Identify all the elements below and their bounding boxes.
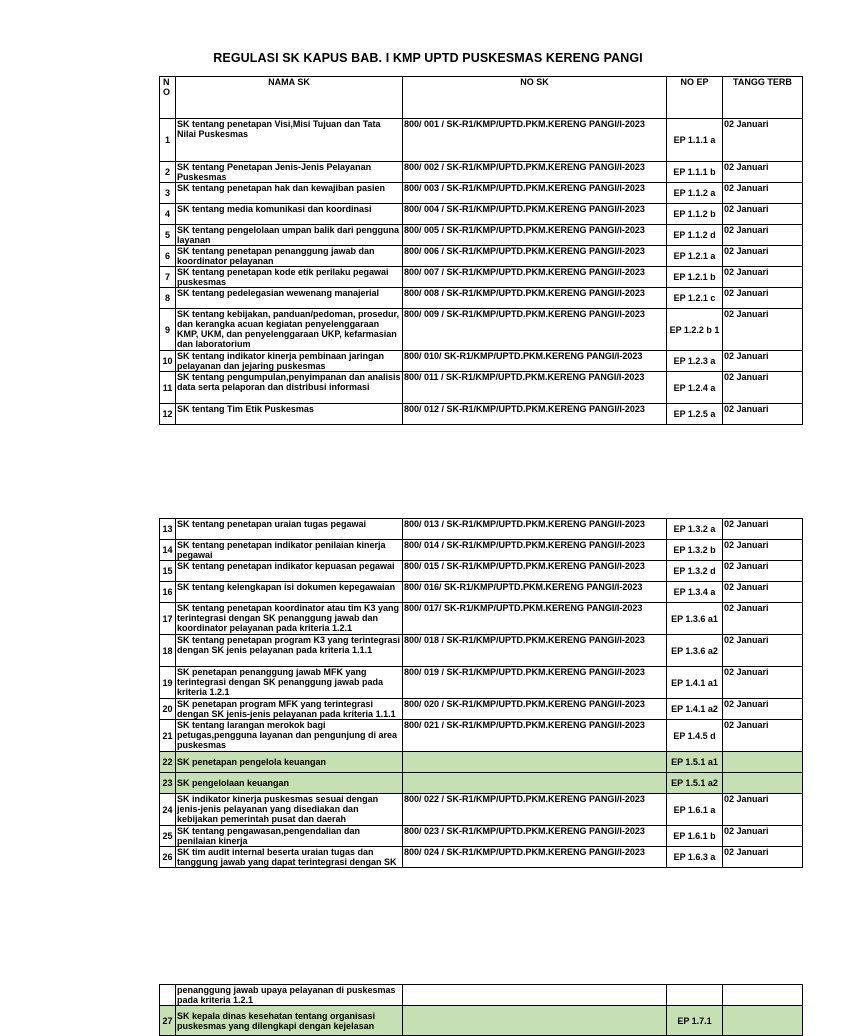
row-number: 24 [160, 794, 176, 826]
sk-number: 800/ 018 / SK-R1/KMP/UPTD.PKM.KERENG PANGI/I-2023 [403, 635, 667, 667]
table-row [160, 582, 803, 603]
header-nama-sk: NAMA SK [176, 77, 403, 119]
sk-number [403, 985, 667, 1006]
ep-number: EP 1.5.1 a1 [667, 752, 723, 773]
issue-date: 02 Januari [723, 183, 803, 204]
sk-name: SK tentang penetapan indikator kepuasan pegawai [176, 561, 403, 582]
row-number: 21 [160, 720, 176, 752]
issue-date: 02 Januari [723, 351, 803, 372]
issue-date: 02 Januari [723, 225, 803, 246]
ep-number: EP 1.1.2 d [667, 225, 723, 246]
table-row [160, 826, 803, 847]
issue-date: 02 Januari [723, 372, 803, 404]
row-number: 8 [160, 288, 176, 309]
ep-number: EP 1.2.2 b 1 [667, 309, 723, 351]
issue-date: 02 Januari [723, 267, 803, 288]
ep-number: EP 1.4.1 a2 [667, 699, 723, 720]
sk-name: SK tentang kelengkapan isi dokumen kepegawaian [176, 582, 403, 603]
row-number: 12 [160, 404, 176, 425]
row-number: 23 [160, 773, 176, 794]
issue-date: 02 Januari [723, 404, 803, 425]
ep-number: EP 1.5.1 a2 [667, 773, 723, 794]
table-row [160, 847, 803, 868]
sk-table-page-2 [159, 518, 803, 868]
sk-number: 800/ 005 / SK-R1/KMP/UPTD.PKM.KERENG PANGI/I-2023 [403, 225, 667, 246]
issue-date: 02 Januari [723, 635, 803, 667]
sk-name: SK penetapan pengelola keuangan [176, 752, 403, 773]
table-header-row [160, 77, 803, 119]
sk-number: 800/ 006 / SK-R1/KMP/UPTD.PKM.KERENG PANGI/I-2023 [403, 246, 667, 267]
sk-name: SK tentang pedelegasian wewenang manajerial [176, 288, 403, 309]
row-number: 18 [160, 635, 176, 667]
sk-number: 800/ 004 / SK-R1/KMP/UPTD.PKM.KERENG PANGI/I-2023 [403, 204, 667, 225]
row-number: 13 [160, 519, 176, 540]
row-number: 19 [160, 667, 176, 699]
ep-number: EP 1.3.2 a [667, 519, 723, 540]
issue-date: 02 Januari [723, 204, 803, 225]
issue-date: 02 Januari [723, 519, 803, 540]
table-row [160, 204, 803, 225]
table-row [160, 540, 803, 561]
ep-number: EP 1.1.2 a [667, 183, 723, 204]
table-row [160, 288, 803, 309]
issue-date: 02 Januari [723, 603, 803, 635]
issue-date: 02 Januari [723, 699, 803, 720]
table-row [160, 752, 803, 773]
sk-name: SK tentang penetapan kode etik perilaku pegawai puskesmas [176, 267, 403, 288]
ep-number: EP 1.2.5 a [667, 404, 723, 425]
ep-number: EP 1.4.1 a1 [667, 667, 723, 699]
ep-number: EP 1.2.4 a [667, 372, 723, 404]
ep-number: EP 1.2.1 c [667, 288, 723, 309]
issue-date: 02 Januari [723, 119, 803, 162]
sk-name: SK kepala dinas kesehatan tentang organisasi puskesmas yang dilengkapi dengan kejelasan [176, 1006, 403, 1036]
issue-date: 02 Januari [723, 720, 803, 752]
row-number: 25 [160, 826, 176, 847]
table-row [160, 183, 803, 204]
row-number: 16 [160, 582, 176, 603]
row-number: 9 [160, 309, 176, 351]
table-row [160, 162, 803, 183]
sk-number [403, 752, 667, 773]
sk-name: SK tentang larangan merokok bagi petugas,pengguna layanan dan pengunjung di area puskesmas [176, 720, 403, 752]
issue-date: 02 Januari [723, 826, 803, 847]
document-title: REGULASI SK KAPUS BAB. I KMP UPTD PUSKESMAS KERENG PANGI [213, 51, 643, 65]
sk-number: 800/ 010/ SK-R1/KMP/UPTD.PKM.KERENG PANGI/I-2023 [403, 351, 667, 372]
ep-number: EP 1.2.1 a [667, 246, 723, 267]
sk-number: 800/ 007 / SK-R1/KMP/UPTD.PKM.KERENG PANGI/I-2023 [403, 267, 667, 288]
row-number: 4 [160, 204, 176, 225]
table-row [160, 1006, 803, 1036]
table-row [160, 773, 803, 794]
ep-number: EP 1.1.1 a [667, 119, 723, 162]
table-row [160, 372, 803, 404]
sk-name: SK indikator kinerja puskesmas sesuai dengan jenis-jenis pelayanan yang disediakan dan kebijakan pemerintah pusat dan daerah [176, 794, 403, 826]
row-number: 15 [160, 561, 176, 582]
sk-number: 800/ 002 / SK-R1/KMP/UPTD.PKM.KERENG PANGI/I-2023 [403, 162, 667, 183]
sk-number: 800/ 024 / SK-R1/KMP/UPTD.PKM.KERENG PANGI/I-2023 [403, 847, 667, 868]
ep-number: EP 1.2.3 a [667, 351, 723, 372]
row-number: 20 [160, 699, 176, 720]
sk-name: SK tentang indikator kinerja pembinaan jaringan pelayanan dan jejaring puskesmas [176, 351, 403, 372]
sk-number: 800/ 023 / SK-R1/KMP/UPTD.PKM.KERENG PANGI/I-2023 [403, 826, 667, 847]
row-number: 26 [160, 847, 176, 868]
row-number: 3 [160, 183, 176, 204]
sk-name: SK tentang Penetapan Jenis-Jenis Pelayanan Puskesmas [176, 162, 403, 183]
sk-name: SK tentang penetapan indikator penilaian kinerja pegawai [176, 540, 403, 561]
sk-number: 800/ 021 / SK-R1/KMP/UPTD.PKM.KERENG PANGI/I-2023 [403, 720, 667, 752]
table-row [160, 603, 803, 635]
table-row [160, 119, 803, 162]
table-row [160, 309, 803, 351]
ep-number: EP 1.2.1 b [667, 267, 723, 288]
table-row [160, 225, 803, 246]
issue-date: 02 Januari [723, 162, 803, 183]
ep-number: EP 1.6.3 a [667, 847, 723, 868]
row-number: 6 [160, 246, 176, 267]
sk-name: SK tentang pengawasan,pengendalian dan penilaian kinerja [176, 826, 403, 847]
sk-number [403, 1006, 667, 1036]
table-row [160, 267, 803, 288]
sk-number: 800/ 017/ SK-R1/KMP/UPTD.PKM.KERENG PANGI/I-2023 [403, 603, 667, 635]
sk-number: 800/ 014 / SK-R1/KMP/UPTD.PKM.KERENG PANGI/I-2023 [403, 540, 667, 561]
header-tanggal: TANGG TERB [723, 77, 803, 119]
sk-number: 800/ 009 / SK-R1/KMP/UPTD.PKM.KERENG PANGI/I-2023 [403, 309, 667, 351]
sk-number: 800/ 022 / SK-R1/KMP/UPTD.PKM.KERENG PANGI/I-2023 [403, 794, 667, 826]
row-number: 27 [160, 1006, 176, 1036]
ep-number: EP 1.4.5 d [667, 720, 723, 752]
issue-date [723, 773, 803, 794]
table-row [160, 351, 803, 372]
issue-date: 02 Januari [723, 246, 803, 267]
table-row [160, 699, 803, 720]
row-number: 22 [160, 752, 176, 773]
sk-number: 800/ 003 / SK-R1/KMP/UPTD.PKM.KERENG PANGI/I-2023 [403, 183, 667, 204]
table-row [160, 519, 803, 540]
issue-date: 02 Januari [723, 794, 803, 826]
ep-number: EP 1.1.1 b [667, 162, 723, 183]
header-no: N O [160, 77, 176, 119]
ep-number: EP 1.3.6 a2 [667, 635, 723, 667]
ep-number: EP 1.3.2 b [667, 540, 723, 561]
row-number: 1 [160, 119, 176, 162]
sk-name: SK tentang pengumpulan,penyimpanan dan analisis data serta pelaporan dan distribusi informasi [176, 372, 403, 404]
table-row [160, 246, 803, 267]
ep-number: EP 1.1.2 b [667, 204, 723, 225]
ep-number: EP 1.6.1 a [667, 794, 723, 826]
sk-table-page-1 [159, 76, 803, 425]
issue-date: 02 Januari [723, 847, 803, 868]
header-no-ep: NO EP [667, 77, 723, 119]
row-number: 2 [160, 162, 176, 183]
ep-number: EP 1.3.6 a1 [667, 603, 723, 635]
sk-name: SK tentang penetapan hak dan kewajiban pasien [176, 183, 403, 204]
table-row [160, 985, 803, 1006]
sk-name: SK tentang penetapan Visi,Misi Tujuan dan Tata Nilai Puskesmas [176, 119, 403, 162]
sk-number: 800/ 001 / SK-R1/KMP/UPTD.PKM.KERENG PANGI/I-2023 [403, 119, 667, 162]
table-row [160, 561, 803, 582]
sk-name: SK penetapan program MFK yang terintegrasi dengan SK jenis-jenis pelayanan pada kriteria 1.1.1 [176, 699, 403, 720]
sk-number: 800/ 015 / SK-R1/KMP/UPTD.PKM.KERENG PANGI/I-2023 [403, 561, 667, 582]
sk-name: SK tentang media komunikasi dan koordinasi [176, 204, 403, 225]
ep-number: EP 1.3.4 a [667, 582, 723, 603]
sk-name: SK tentang penetapan program K3 yang terintegrasi dengan SK jenis pelayanan pada kriteria 1.1.1 [176, 635, 403, 667]
sk-name: SK tim audit internal beserta uraian tugas dan tanggung jawab yang dapat terintegrasi dengan SK [176, 847, 403, 868]
row-number: 10 [160, 351, 176, 372]
sk-number [403, 773, 667, 794]
issue-date: 02 Januari [723, 540, 803, 561]
sk-name: SK tentang pengelolaan umpan balik dari pengguna layanan [176, 225, 403, 246]
sk-name: SK tentang penetapan koordinator atau tim K3 yang terintegrasi dengan SK penanggung jawab dan koordinator pelayanan pada kriteria 1.2.1 [176, 603, 403, 635]
table-row [160, 635, 803, 667]
issue-date: 02 Januari [723, 667, 803, 699]
table-row [160, 720, 803, 752]
row-number: 5 [160, 225, 176, 246]
sk-name: SK tentang penetapan penanggung jawab dan koordinator pelayanan [176, 246, 403, 267]
sk-number: 800/ 011 / SK-R1/KMP/UPTD.PKM.KERENG PANGI/I-2023 [403, 372, 667, 404]
issue-date [723, 1006, 803, 1036]
sk-name: SK penetapan penanggung jawab MFK yang terintegrasi dengan SK penanggung jawab pada kriteria 1.2.1 [176, 667, 403, 699]
sk-number: 800/ 020 / SK-R1/KMP/UPTD.PKM.KERENG PANGI/I-2023 [403, 699, 667, 720]
ep-number: EP 1.6.1 b [667, 826, 723, 847]
sk-name: SK tentang Tim Etik Puskesmas [176, 404, 403, 425]
table-row [160, 404, 803, 425]
issue-date [723, 985, 803, 1006]
table-row [160, 794, 803, 826]
sk-table-page-3 [159, 984, 803, 1036]
sk-name: SK tentang kebijakan, panduan/pedoman, prosedur, dan kerangka acuan kegiatan penyelenggaraan KMP, UKM, dan penyelenggaraan UKP, kefarmasian dan laboratorium [176, 309, 403, 351]
row-number: 11 [160, 372, 176, 404]
table-row [160, 667, 803, 699]
sk-name: penanggung jawab upaya pelayanan di puskesmas pada kriteria 1.2.1 [176, 985, 403, 1006]
sk-number: 800/ 019 / SK-R1/KMP/UPTD.PKM.KERENG PANGI/I-2023 [403, 667, 667, 699]
sk-number: 800/ 008 / SK-R1/KMP/UPTD.PKM.KERENG PANGI/I-2023 [403, 288, 667, 309]
issue-date [723, 752, 803, 773]
row-number: 17 [160, 603, 176, 635]
row-number: 14 [160, 540, 176, 561]
sk-number: 800/ 012 / SK-R1/KMP/UPTD.PKM.KERENG PANGI/I-2023 [403, 404, 667, 425]
ep-number: EP 1.7.1 [667, 1006, 723, 1036]
issue-date: 02 Januari [723, 309, 803, 351]
issue-date: 02 Januari [723, 561, 803, 582]
sk-number: 800/ 016/ SK-R1/KMP/UPTD.PKM.KERENG PANGI/I-2023 [403, 582, 667, 603]
row-number [160, 985, 176, 1006]
ep-number [667, 985, 723, 1006]
issue-date: 02 Januari [723, 582, 803, 603]
sk-name: SK tentang penetapan uraian tugas pegawai [176, 519, 403, 540]
issue-date: 02 Januari [723, 288, 803, 309]
row-number: 7 [160, 267, 176, 288]
sk-name: SK pengelolaan keuangan [176, 773, 403, 794]
header-no-sk: NO SK [403, 77, 667, 119]
ep-number: EP 1.3.2 d [667, 561, 723, 582]
sk-number: 800/ 013 / SK-R1/KMP/UPTD.PKM.KERENG PANGI/I-2023 [403, 519, 667, 540]
